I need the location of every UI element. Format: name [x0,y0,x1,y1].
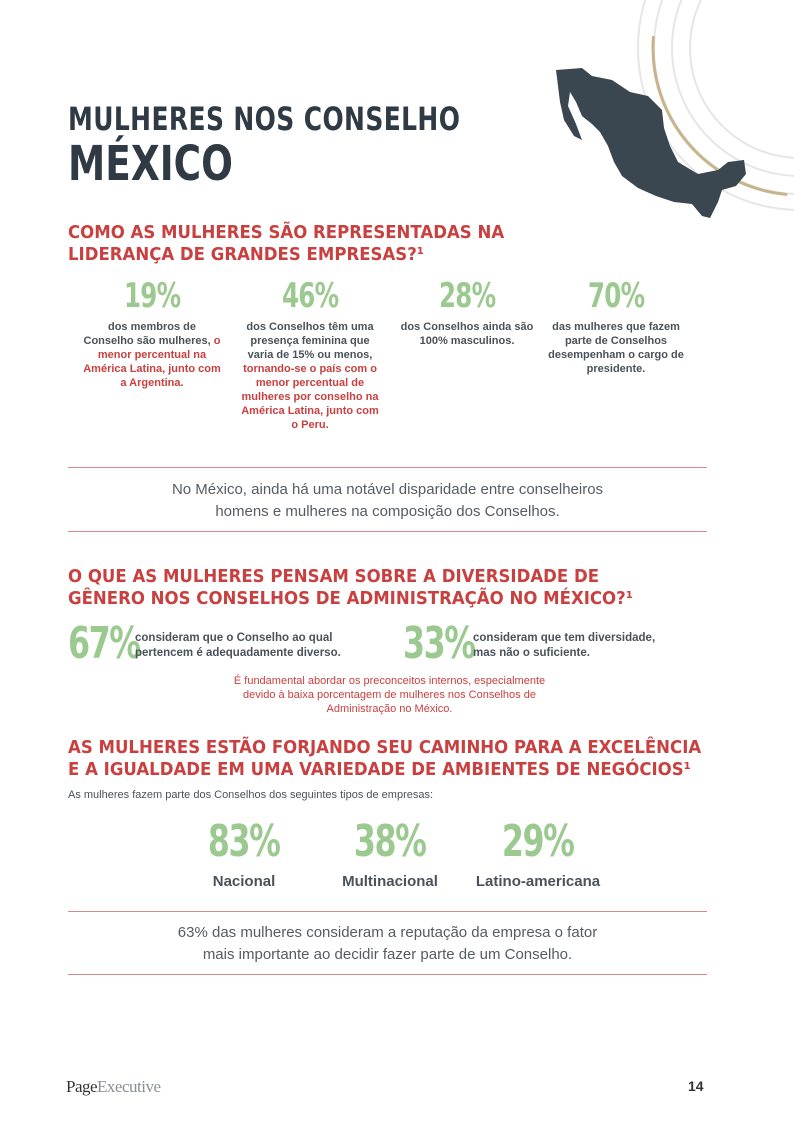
section2-heading: O QUE AS MULHERES PENSAM SOBRE A DIVERSIDADE DE GÊNERO NOS CONSELHOS DE ADMINISTRAÇÃO NO MÉXICO?¹ [68,566,633,609]
company-type-latam: 29% Latino-americana [475,816,601,890]
section2-note: É fundamental abordar os preconceitos internos, especialmente devido à baixa porcentagem de mulheres nos Conselhos de Administração no México. [233,675,546,715]
company-type-multinational: 38% Multinacional [342,816,438,890]
section3-intro: As mulheres fazem parte dos Conselhos dos seguintes tipos de empresas: [68,789,434,801]
stat-value: 28% [438,276,496,316]
stat-insufficient-desc: consideram que tem diversidade, mas não o suficiente. [473,632,656,659]
divider [68,974,707,975]
divider [68,531,707,532]
divider [68,911,707,912]
page-number: 14 [688,1078,704,1094]
section3-callout: 63% das mulheres consideram a reputação da empresa o fator mais importante ao decidir fazer parte de um Conselho. [177,924,598,963]
section1-callout: No México, ainda há uma notável disparidade entre conselheiros homens e mulheres na composição dos Conselhos. [171,481,604,520]
section1-heading: COMO AS MULHERES SÃO REPRESENTADAS NA LIDERANÇA DE GRANDES EMPRESAS?¹ [68,222,505,265]
page-subtitle: MÉXICO [68,136,233,192]
stat-adequate-desc: consideram que o Conselho ao qual pertencem é adequadamente diverso. [135,632,341,659]
stat-board-members: 19% dos membros de Conselho são mulheres, o menor percentual na América Latina, junto com a Argentina. [83,276,221,389]
stat-value: 19% [123,276,181,316]
company-type-national: 83% Nacional [208,816,280,890]
stat-female-presence: 46% dos Conselhos têm uma presença feminina que varia de 15% ou menos, tornando-se o país com o menor percentual de mulheres por conselho na América Latina, junto com o Peru. [241,276,379,431]
stat-value: 70% [587,276,645,316]
section3-heading: AS MULHERES ESTÃO FORJANDO SEU CAMINHO PARA A EXCELÊNCIA E A IGUALDADE EM UMA VARIEDADE DE AMBIENTES DE NEGÓCIOS¹ [68,737,702,780]
stat-value: 46% [281,276,339,316]
stat-all-male: 28% dos Conselhos ainda são 100% masculinos. [400,276,534,347]
stat-insufficient-value: 33% [403,618,475,669]
mexico-map-icon [552,66,752,222]
stat-adequate-value: 67% [68,618,140,669]
page-title: MULHERES NOS CONSELHO [68,100,461,138]
page-executive-logo: PageExecutive [66,1077,161,1096]
divider [68,467,707,468]
stat-president: 70% das mulheres que fazem parte de Conselhos desempenham o cargo de presidente. [548,276,684,375]
